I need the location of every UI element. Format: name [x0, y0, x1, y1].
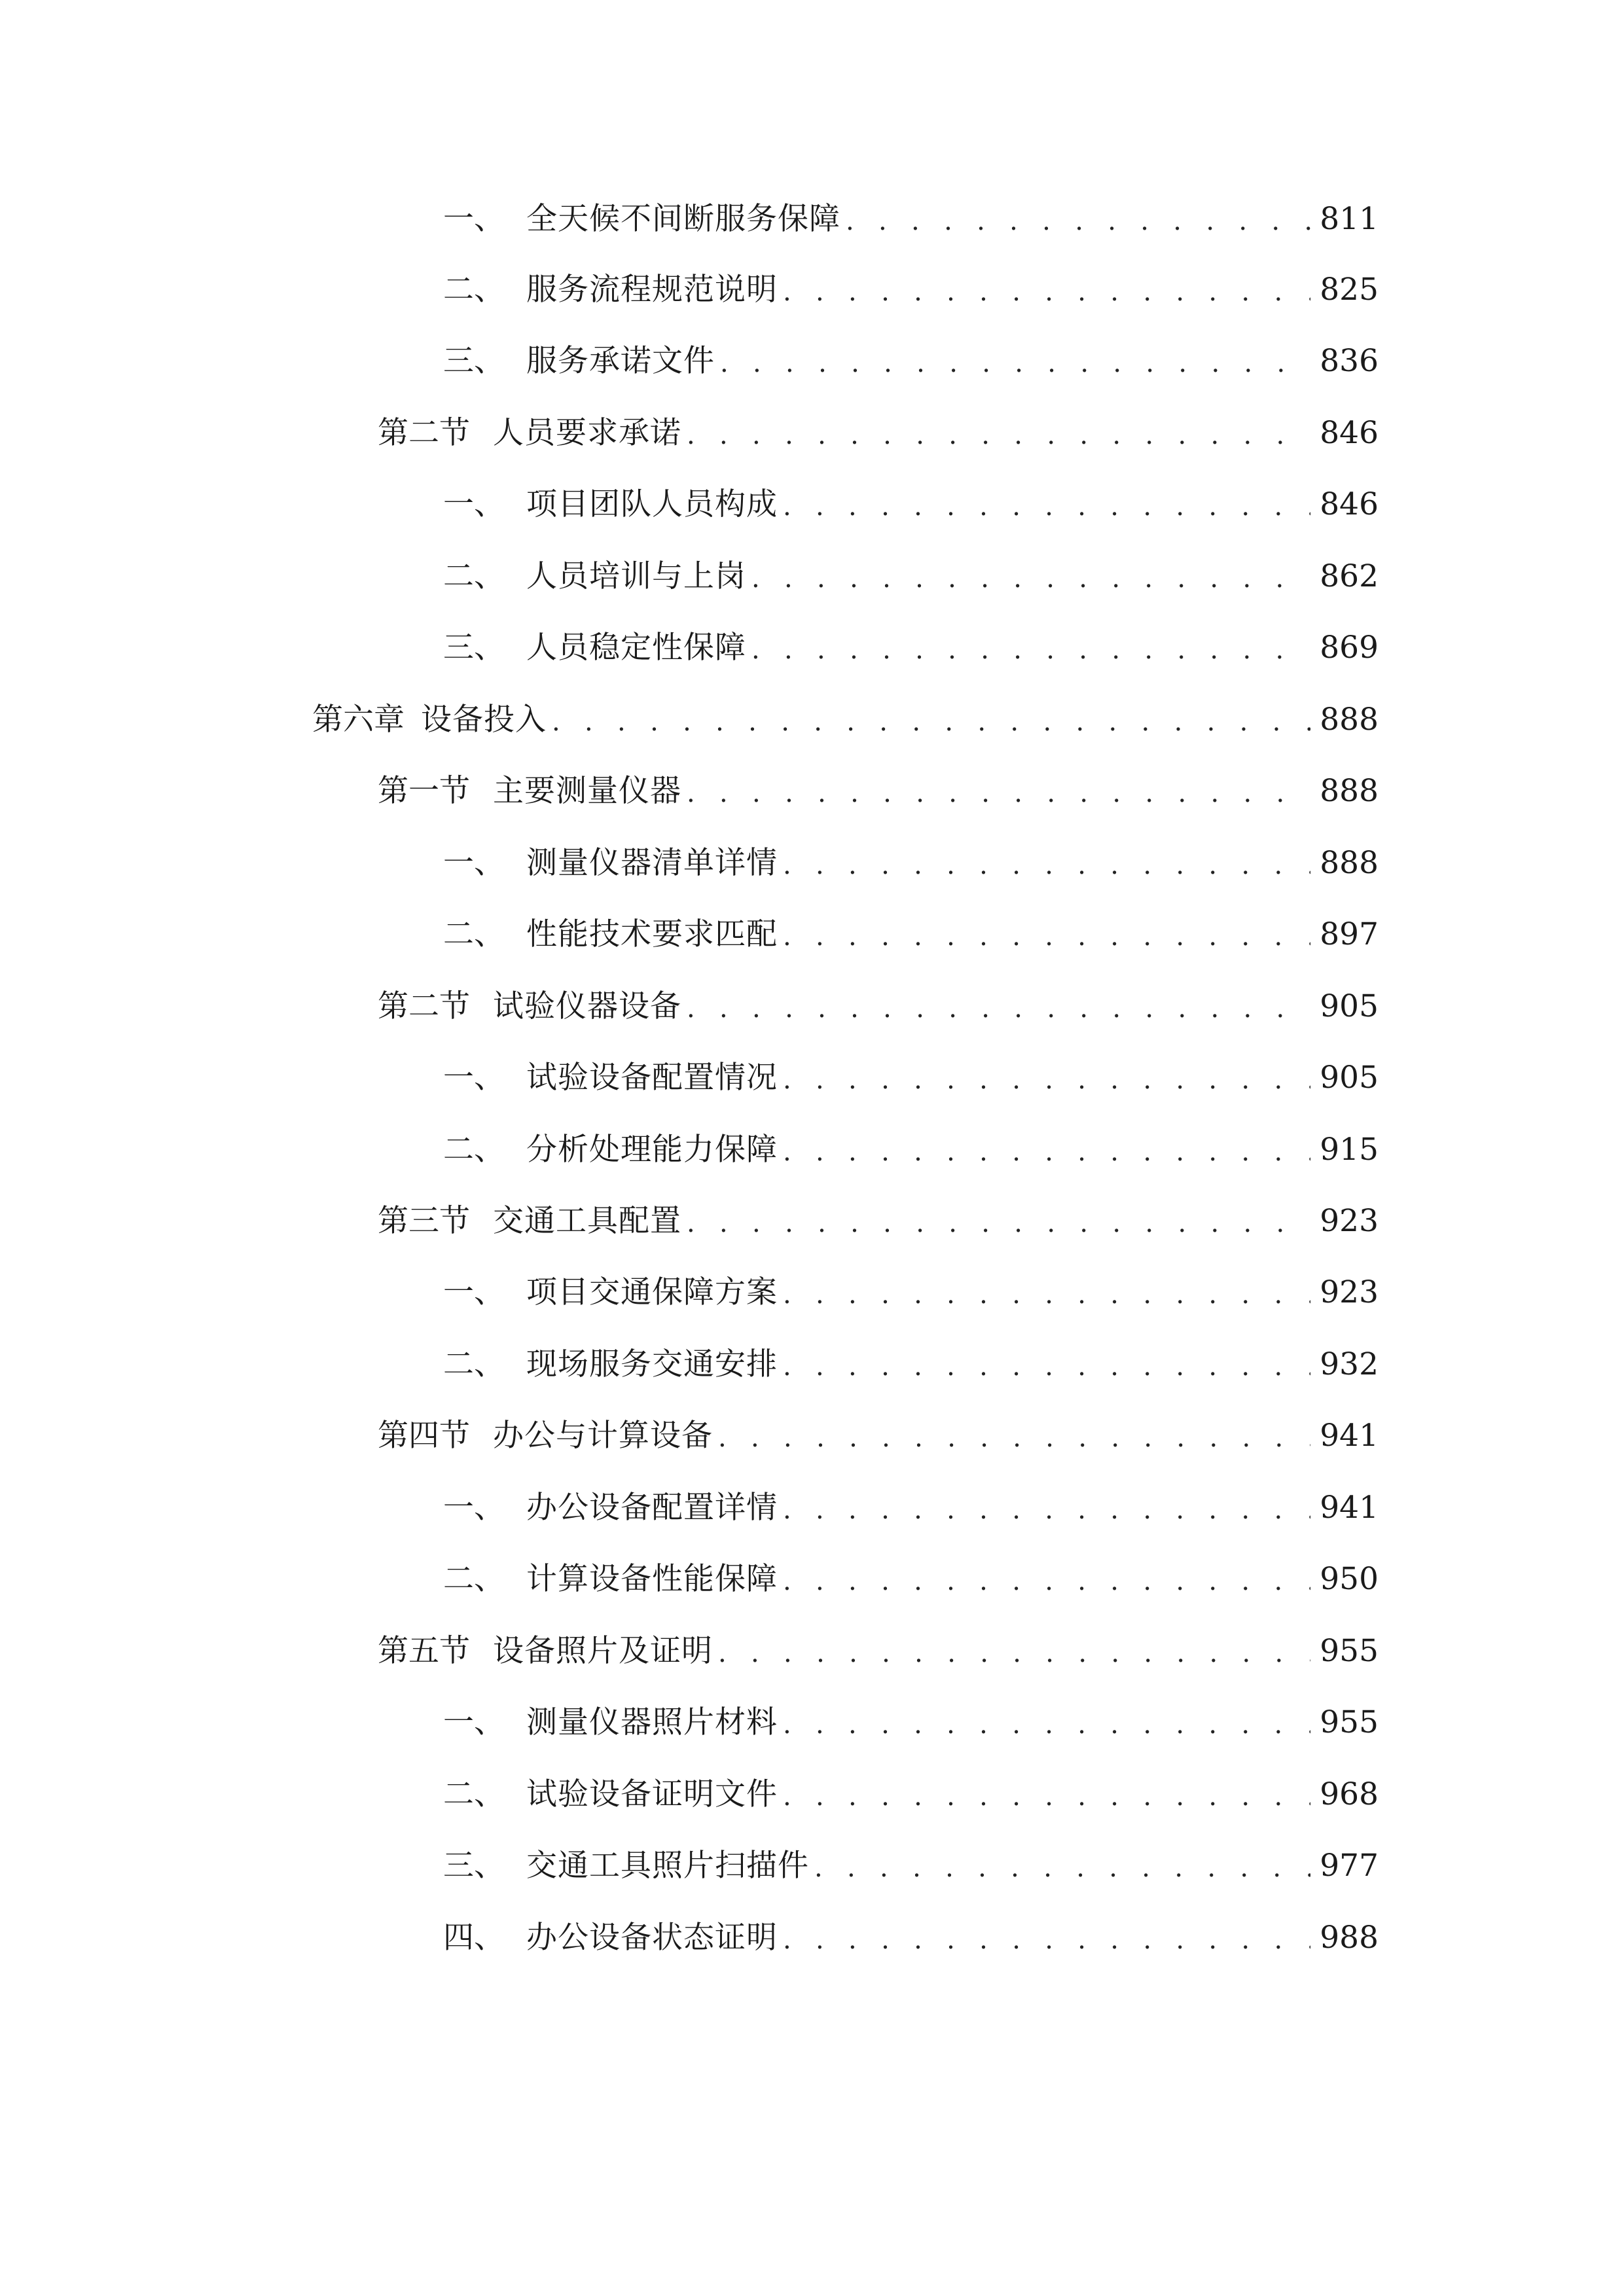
page-number: 862 — [1320, 558, 1379, 594]
page-number: 888 — [1320, 773, 1379, 809]
dot-leader — [814, 1847, 1310, 1889]
entry-number: 第二节 — [378, 988, 470, 1024]
toc-entry[interactable] — [378, 984, 1379, 1030]
entry-label — [443, 1556, 778, 1602]
entry-number: 第一节 — [378, 773, 470, 809]
entry-title: 测量仪器清单详情 — [526, 845, 778, 881]
dot-leader — [783, 916, 1310, 958]
dot-leader — [783, 844, 1310, 886]
entry-label — [443, 1485, 778, 1531]
entry-title: 交通工具照片扫描件 — [526, 1848, 809, 1884]
page-number: 869 — [1320, 630, 1379, 666]
entry-label — [443, 840, 778, 886]
page-number: 941 — [1320, 1418, 1379, 1454]
entry-number: 二、 — [443, 558, 505, 594]
dot-leader — [783, 486, 1310, 528]
entry-label — [378, 1198, 681, 1244]
entry-number: 第二节 — [378, 415, 470, 451]
entry-label — [443, 267, 778, 313]
entry-number: 一、 — [443, 201, 505, 237]
page-number: 897 — [1320, 916, 1379, 952]
dot-leader — [718, 1632, 1310, 1674]
entry-number: 三、 — [443, 1848, 505, 1884]
entry-title: 主要测量仪器 — [493, 773, 681, 809]
entry-label — [443, 338, 715, 384]
entry-label — [443, 1127, 778, 1173]
page-number: 923 — [1320, 1274, 1379, 1310]
entry-number: 二、 — [443, 272, 505, 308]
entry-label — [378, 984, 681, 1030]
page-number: 932 — [1320, 1346, 1379, 1382]
dot-leader — [783, 1704, 1310, 1746]
toc-entry[interactable] — [443, 196, 1379, 242]
page-number: 846 — [1320, 415, 1379, 451]
dot-leader — [687, 1202, 1310, 1244]
entry-label — [443, 1772, 778, 1818]
toc-entry[interactable] — [378, 1628, 1379, 1674]
page-number: 825 — [1320, 272, 1379, 308]
toc-entry[interactable] — [378, 1413, 1379, 1459]
dot-leader — [783, 1346, 1310, 1388]
toc-entry[interactable] — [443, 482, 1379, 528]
entry-number: 四、 — [443, 1920, 505, 1956]
entry-number: 二、 — [443, 1561, 505, 1597]
toc-entry[interactable] — [312, 697, 1379, 743]
entry-title: 办公设备配置详情 — [526, 1490, 778, 1526]
page-number: 905 — [1320, 988, 1379, 1024]
entry-title: 人员培训与上岗 — [526, 558, 746, 594]
entry-number: 三、 — [443, 343, 505, 379]
entry-title: 人员要求承诺 — [493, 415, 681, 451]
page-number: 888 — [1320, 845, 1379, 881]
page-number: 915 — [1320, 1132, 1379, 1168]
dot-leader — [783, 1776, 1310, 1818]
entry-label — [378, 1413, 713, 1459]
page-number: 955 — [1320, 1633, 1379, 1669]
entry-title: 分析处理能力保障 — [526, 1132, 778, 1168]
page-number: 836 — [1320, 343, 1379, 379]
dot-leader — [846, 200, 1310, 242]
dot-leader — [720, 342, 1310, 384]
entry-label — [443, 912, 778, 958]
toc-entry[interactable] — [443, 554, 1379, 600]
toc-entry[interactable] — [443, 1915, 1379, 1961]
entry-title: 项目团队人员构成 — [526, 486, 778, 522]
entry-label — [443, 1843, 809, 1889]
entry-number: 二、 — [443, 916, 505, 952]
page-number: 950 — [1320, 1561, 1379, 1597]
entry-title: 办公设备状态证明 — [526, 1920, 778, 1956]
toc-entry[interactable] — [378, 410, 1379, 456]
entry-label — [378, 410, 681, 456]
entry-title: 现场服务交通安排 — [526, 1346, 778, 1382]
page-number: 988 — [1320, 1920, 1379, 1956]
toc-entry[interactable] — [443, 267, 1379, 313]
entry-title: 服务流程规范说明 — [526, 272, 778, 308]
dot-leader — [687, 988, 1310, 1030]
toc-entry[interactable] — [443, 338, 1379, 384]
dot-leader — [783, 1919, 1310, 1961]
entry-label — [378, 1628, 713, 1674]
entry-number: 第四节 — [378, 1418, 470, 1454]
toc-entry[interactable] — [443, 1342, 1379, 1388]
entry-number: 一、 — [443, 1704, 505, 1740]
entry-number: 一、 — [443, 1060, 505, 1096]
toc-entry[interactable] — [443, 1055, 1379, 1101]
entry-number: 二、 — [443, 1132, 505, 1168]
entry-title: 项目交通保障方案 — [526, 1274, 778, 1310]
entry-title: 服务承诺文件 — [526, 343, 715, 379]
entry-number: 二、 — [443, 1776, 505, 1812]
entry-title: 设备投入 — [421, 702, 547, 738]
entry-title: 性能技术要求匹配 — [526, 916, 778, 952]
entry-number: 一、 — [443, 1274, 505, 1310]
page-number: 811 — [1320, 201, 1379, 237]
dot-leader — [552, 701, 1310, 743]
toc-entry[interactable] — [443, 1772, 1379, 1818]
toc-entry[interactable] — [443, 1127, 1379, 1173]
page-number: 923 — [1320, 1203, 1379, 1239]
entry-label — [443, 1342, 778, 1388]
dot-leader — [783, 1274, 1310, 1316]
dot-leader — [718, 1417, 1310, 1459]
dot-leader — [783, 1131, 1310, 1173]
entry-label — [378, 768, 681, 814]
dot-leader — [783, 271, 1310, 313]
entry-number: 三、 — [443, 630, 505, 666]
toc-entry[interactable] — [443, 1556, 1379, 1602]
entry-label — [443, 1055, 778, 1101]
page-number: 968 — [1320, 1776, 1379, 1812]
toc-entry[interactable] — [443, 625, 1379, 671]
entry-number: 第五节 — [378, 1633, 470, 1669]
dot-leader — [783, 1560, 1310, 1602]
dot-leader — [687, 414, 1310, 456]
entry-title: 测量仪器照片材料 — [526, 1704, 778, 1740]
page-number: 888 — [1320, 702, 1379, 738]
entry-label — [443, 625, 746, 671]
entry-label — [443, 196, 840, 242]
entry-title: 试验设备证明文件 — [526, 1776, 778, 1812]
page-number: 846 — [1320, 486, 1379, 522]
dot-leader — [751, 558, 1310, 600]
toc-entry[interactable] — [443, 1843, 1379, 1889]
toc-entry[interactable] — [443, 1485, 1379, 1531]
entry-title: 交通工具配置 — [493, 1203, 681, 1239]
entry-number: 一、 — [443, 486, 505, 522]
toc-entry[interactable] — [443, 912, 1379, 958]
page-number: 955 — [1320, 1704, 1379, 1740]
dot-leader — [751, 629, 1310, 671]
toc-entry[interactable] — [378, 768, 1379, 814]
toc-entry[interactable] — [378, 1198, 1379, 1244]
entry-title: 试验设备配置情况 — [526, 1060, 778, 1096]
dot-leader — [783, 1489, 1310, 1531]
toc-entry[interactable] — [443, 840, 1379, 886]
entry-title: 设备照片及证明 — [493, 1633, 713, 1669]
dot-leader — [687, 772, 1310, 814]
entry-label — [312, 697, 547, 743]
entry-label — [443, 482, 778, 528]
page-number: 905 — [1320, 1060, 1379, 1096]
toc-entry[interactable] — [443, 1700, 1379, 1746]
page-number: 977 — [1320, 1848, 1379, 1884]
entry-number: 一、 — [443, 845, 505, 881]
entry-number: 第三节 — [378, 1203, 470, 1239]
entry-title: 计算设备性能保障 — [526, 1561, 778, 1597]
entry-label — [443, 1700, 778, 1746]
entry-number: 二、 — [443, 1346, 505, 1382]
entry-label — [443, 1915, 778, 1961]
entry-title: 人员稳定性保障 — [526, 630, 746, 666]
entry-title: 办公与计算设备 — [493, 1418, 713, 1454]
toc-entry[interactable] — [443, 1270, 1379, 1316]
entry-title: 试验仪器设备 — [493, 988, 681, 1024]
entry-title: 全天候不间断服务保障 — [526, 201, 840, 237]
entry-number: 一、 — [443, 1490, 505, 1526]
entry-label — [443, 554, 746, 600]
entry-number: 第六章 — [312, 702, 405, 738]
page-number: 941 — [1320, 1490, 1379, 1526]
dot-leader — [783, 1059, 1310, 1101]
entry-label — [443, 1270, 778, 1316]
